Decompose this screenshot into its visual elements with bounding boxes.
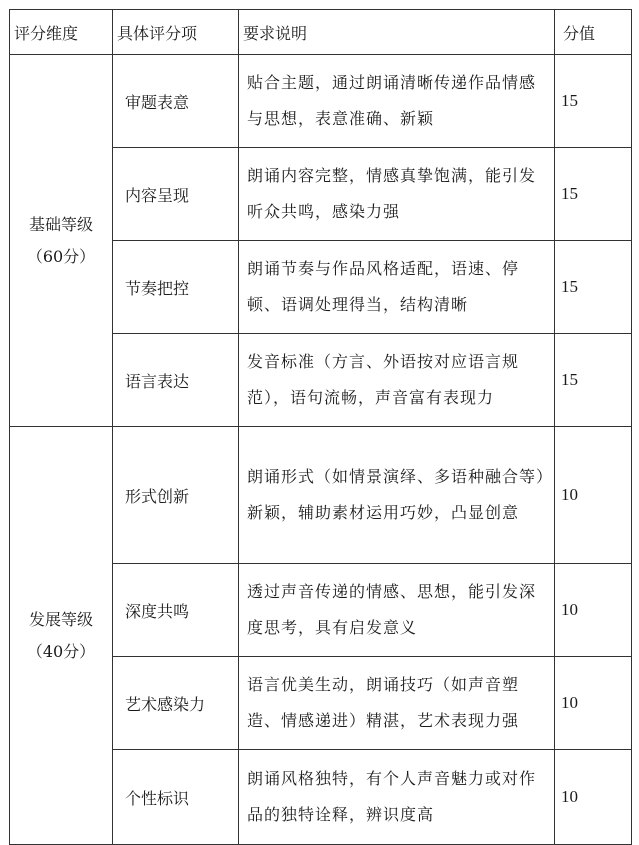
score-cell: 15: [555, 55, 632, 148]
dimension-cell-basic: [10, 55, 113, 427]
scoring-rubric-table: [9, 9, 632, 845]
table-row: [10, 427, 632, 564]
dimension-cell-advanced: [10, 427, 113, 845]
header-item: 具体评分项: [113, 10, 239, 55]
desc-cell: 贴合主题，通过朗诵清晰传递作品情感与思想，表意准确、新颖: [239, 55, 555, 148]
item-cell: 内容呈现: [113, 148, 239, 241]
header-dimension: 评分维度: [10, 10, 113, 55]
item-cell: 节奏把控: [113, 241, 239, 334]
score-cell: 10: [555, 750, 632, 845]
header-row: [10, 10, 632, 55]
score-cell: 10: [555, 564, 632, 657]
desc-cell: 发音标准（方言、外语按对应语言规范），语句流畅，声音富有表现力: [239, 334, 555, 427]
dimension-name: 基础等级: [28, 214, 93, 234]
item-cell: 深度共鸣: [113, 564, 239, 657]
dimension-points: （60分）: [26, 246, 96, 266]
item-cell: 审题表意: [113, 55, 239, 148]
item-cell: 个性标识: [113, 750, 239, 845]
item-cell: 艺术感染力: [113, 657, 239, 750]
score-cell: 10: [555, 427, 632, 564]
score-cell: 15: [555, 241, 632, 334]
score-cell: 15: [555, 148, 632, 241]
desc-cell: 语言优美生动，朗诵技巧（如声音塑造、情感递进）精湛，艺术表现力强: [239, 657, 555, 750]
score-cell: 15: [555, 334, 632, 427]
item-cell: 语言表达: [113, 334, 239, 427]
desc-cell: 朗诵风格独特，有个人声音魅力或对作品的独特诠释，辨识度高: [239, 750, 555, 845]
header-score: 分值: [555, 10, 632, 55]
desc-cell: 朗诵内容完整，情感真挚饱满，能引发听众共鸣，感染力强: [239, 148, 555, 241]
header-requirement: 要求说明: [239, 10, 555, 55]
item-cell: 形式创新: [113, 427, 239, 564]
dimension-points: （40分）: [26, 641, 96, 661]
table-row: [10, 55, 632, 148]
desc-cell: 透过声音传递的情感、思想，能引发深度思考，具有启发意义: [239, 564, 555, 657]
desc-cell: 朗诵形式（如情景演绎、多语种融合等）新颖，辅助素材运用巧妙，凸显创意: [239, 427, 555, 564]
desc-cell: 朗诵节奏与作品风格适配，语速、停顿、语调处理得当，结构清晰: [239, 241, 555, 334]
dimension-name: 发展等级: [28, 609, 93, 629]
score-cell: 10: [555, 657, 632, 750]
